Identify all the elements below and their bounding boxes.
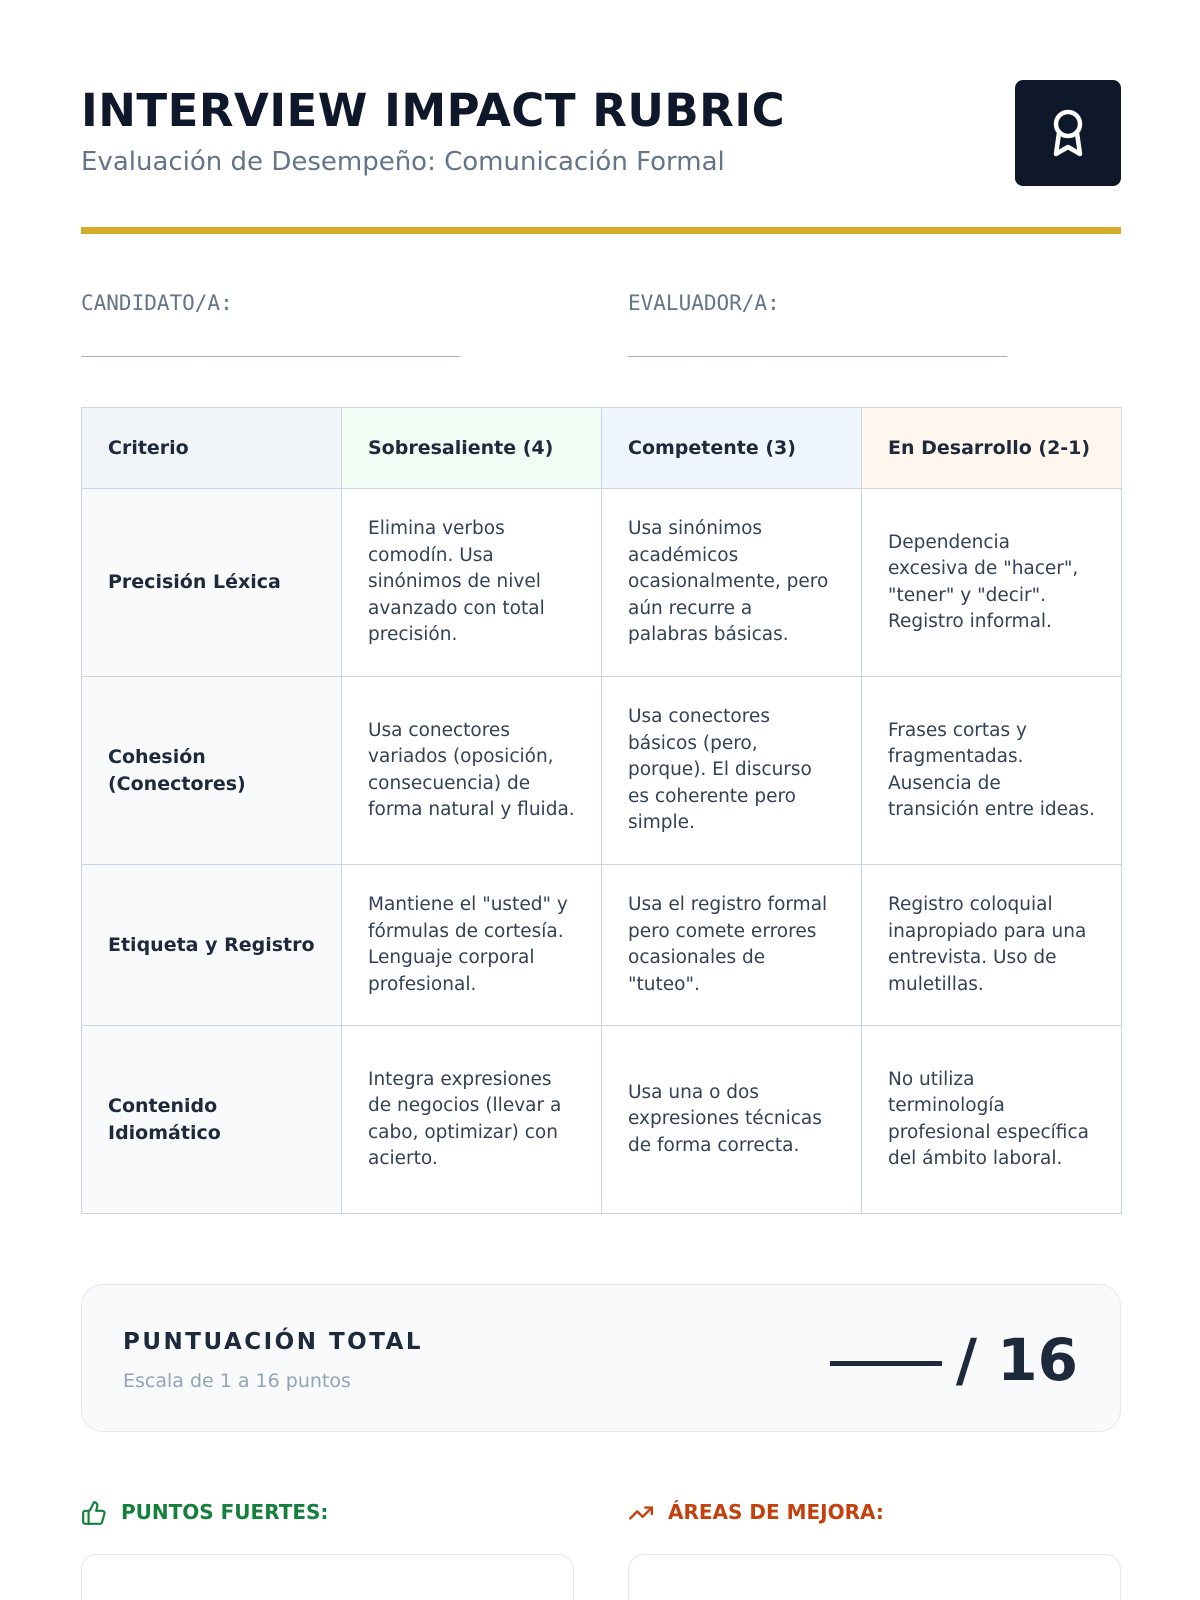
competent-cell: Usa una o dos expresiones técnicas de forma correcta. xyxy=(602,1026,862,1214)
excellent-cell: Usa conectores variados (oposición, consecuencia) de forma natural y fluida. xyxy=(342,677,602,865)
score-scale-note: Escala de 1 a 16 puntos xyxy=(123,1370,351,1392)
candidate-field xyxy=(81,290,460,358)
developing-cell: Frases cortas y fragmentadas. Ausencia de transición entre ideas. xyxy=(862,677,1122,865)
strengths-notes-box[interactable] xyxy=(81,1554,574,1600)
header-competent: Competente (3) xyxy=(602,408,862,489)
candidate-label: CANDIDATO/A: xyxy=(81,291,233,315)
developing-cell: Registro coloquial inapropiado para una entrevista. Uso de muletillas. xyxy=(862,865,1122,1026)
improvement-notes-box[interactable] xyxy=(628,1554,1121,1600)
award-ribbon-icon xyxy=(1048,108,1088,158)
developing-cell: No utiliza terminología profesional específica del ámbito laboral. xyxy=(862,1026,1122,1214)
total-score-card xyxy=(81,1284,1121,1432)
rubric-table xyxy=(81,407,1122,1214)
header-developing: En Desarrollo (2-1) xyxy=(862,408,1122,489)
header-excellent: Sobresaliente (4) xyxy=(342,408,602,489)
criterion-cell: Cohesión (Conectores) xyxy=(82,677,342,865)
criterion-cell: Precisión Léxica xyxy=(82,489,342,677)
criterion-cell: Etiqueta y Registro xyxy=(82,865,342,1026)
excellent-cell: Mantiene el "usted" y fórmulas de cortesía. Lenguaje corporal profesional. xyxy=(342,865,602,1026)
table-row xyxy=(82,865,1122,1026)
score-input-blank[interactable] xyxy=(830,1361,942,1366)
total-score-label: PUNTUACIÓN TOTAL xyxy=(123,1329,424,1355)
competent-cell: Usa el registro formal pero comete errores ocasionales de "tuteo". xyxy=(602,865,862,1026)
evaluator-input-line[interactable]: ______________________________ xyxy=(628,333,1008,357)
score-value xyxy=(830,1325,1078,1395)
evaluator-field xyxy=(628,290,1007,358)
rubric-page xyxy=(81,0,1121,1600)
trending-up-icon xyxy=(628,1500,654,1526)
excellent-cell: Elimina verbos comodín. Usa sinónimos de nivel avanzado con total precisión. xyxy=(342,489,602,677)
improvement-label: ÁREAS DE MEJORA: xyxy=(668,1500,884,1524)
page-title: INTERVIEW IMPACT RUBRIC xyxy=(81,84,786,137)
header xyxy=(81,80,1121,190)
candidate-input-line[interactable]: ______________________________ xyxy=(81,333,461,357)
table-row xyxy=(82,1026,1122,1214)
page-subtitle: Evaluación de Desempeño: Comunicación Formal xyxy=(81,147,725,177)
strengths-label: PUNTOS FUERTES: xyxy=(121,1500,329,1524)
developing-cell: Dependencia excesiva de "hacer", "tener" y "decir". Registro informal. xyxy=(862,489,1122,677)
evaluator-label: EVALUADOR/A: xyxy=(628,291,780,315)
thumbs-up-icon xyxy=(81,1500,107,1526)
header-divider xyxy=(81,227,1121,234)
competent-cell: Usa sinónimos académicos ocasionalmente, pero aún recurre a palabras básicas. xyxy=(602,489,862,677)
table-row xyxy=(82,489,1122,677)
table-row xyxy=(82,677,1122,865)
criterion-cell: Contenido Idiomático xyxy=(82,1026,342,1214)
score-max: / 16 xyxy=(955,1326,1078,1394)
competent-cell: Usa conectores básicos (pero, porque). El discurso es coherente pero simple. xyxy=(602,677,862,865)
table-header-row xyxy=(82,408,1122,489)
header-criterion: Criterio xyxy=(82,408,342,489)
award-badge xyxy=(1015,80,1121,186)
excellent-cell: Integra expresiones de negocios (llevar a cabo, optimizar) con acierto. xyxy=(342,1026,602,1214)
